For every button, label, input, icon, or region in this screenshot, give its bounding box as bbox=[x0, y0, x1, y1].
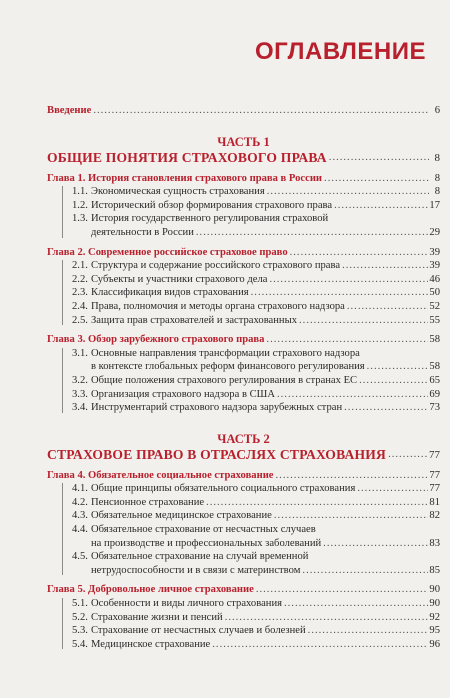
entry-page: 39 bbox=[429, 246, 440, 258]
leader-dots bbox=[334, 199, 428, 213]
leader-dots bbox=[256, 583, 429, 597]
section-text bbox=[72, 496, 204, 510]
toc-entry-chapter[interactable] bbox=[47, 172, 440, 186]
chapter-block bbox=[47, 333, 440, 415]
toc-entry-section[interactable] bbox=[47, 273, 440, 287]
toc-entry-section[interactable] bbox=[47, 374, 440, 388]
entry-page: 6 bbox=[434, 105, 440, 116]
part-title: СТРАХОВОЕ ПРАВО В ОТРАСЛЯХ СТРАХОВАНИЯ bbox=[47, 446, 387, 462]
entry-page: 73 bbox=[429, 402, 440, 414]
section-number: 5.3. bbox=[72, 625, 88, 637]
leader-dots bbox=[308, 624, 429, 638]
section-title: Исторический обзор формирования страхового права bbox=[91, 199, 333, 211]
leader-dots bbox=[344, 401, 428, 415]
entry-page: 39 bbox=[429, 260, 440, 272]
section-number: 3.3. bbox=[72, 388, 88, 400]
toc-entry-section[interactable] bbox=[47, 482, 440, 496]
section-text bbox=[72, 273, 267, 287]
entry-page: 17 bbox=[429, 199, 440, 211]
chapter-block bbox=[47, 246, 440, 328]
part-label: ЧАСТЬ 1 bbox=[217, 134, 270, 149]
entry-page: 58 bbox=[429, 361, 440, 373]
entry-page: 52 bbox=[429, 300, 440, 312]
leader-dots bbox=[284, 597, 428, 611]
leader-dots bbox=[299, 314, 428, 328]
section-title: Общие положения страхового регулирования в странах ЕС bbox=[91, 374, 358, 386]
section-text bbox=[72, 314, 297, 328]
section-rule bbox=[62, 483, 63, 575]
section-number: 4.5. bbox=[72, 551, 88, 563]
leader-dots bbox=[302, 564, 428, 578]
entry-page: 95 bbox=[429, 625, 440, 637]
section-number: 4.4. bbox=[72, 524, 88, 536]
section-list bbox=[47, 482, 440, 577]
section-text bbox=[72, 611, 223, 625]
leader-dots bbox=[274, 509, 429, 523]
section-title: Медицинское страхование bbox=[91, 638, 211, 650]
entry-page: 55 bbox=[429, 314, 440, 326]
section-continuation bbox=[72, 537, 440, 551]
entry-page: 77 bbox=[429, 483, 440, 495]
chapter-title: Глава 1. История становления страхового права в России bbox=[47, 172, 323, 184]
section-title: Страхование жизни и пенсий bbox=[91, 611, 223, 623]
section-text bbox=[72, 286, 249, 300]
entry-title: Введение bbox=[47, 105, 92, 116]
section-number: 5.2. bbox=[72, 611, 88, 623]
section-number: 1.1. bbox=[72, 186, 88, 198]
section-title: Организация страхового надзора в США bbox=[91, 388, 275, 400]
page-title: ОГЛАВЛЕНИЕ bbox=[254, 38, 426, 65]
section-text bbox=[72, 300, 345, 314]
entry-page: 85 bbox=[429, 564, 440, 576]
toc-entry-section[interactable] bbox=[47, 185, 440, 199]
entry-page: 65 bbox=[429, 374, 440, 386]
leader-dots bbox=[359, 374, 428, 388]
toc-entry-chapter[interactable] bbox=[47, 469, 440, 483]
section-number: 3.4. bbox=[72, 402, 88, 414]
entry-page: 8 bbox=[434, 151, 440, 164]
section-title-cont: в контексте глобальных реформ финансового регулирования bbox=[91, 361, 365, 373]
entry-page: 83 bbox=[429, 537, 440, 549]
section-title: Основные направления трансформации страхового надзора bbox=[91, 347, 360, 359]
leader-dots bbox=[277, 388, 428, 402]
section-continuation bbox=[72, 564, 440, 578]
table-of-contents bbox=[47, 104, 440, 651]
section-title: Структура и содержание российского страхового права bbox=[91, 260, 341, 272]
entry-page: 69 bbox=[429, 388, 440, 400]
section-continuation bbox=[72, 226, 440, 240]
leader-dots bbox=[266, 333, 428, 347]
toc-entry-section[interactable] bbox=[47, 300, 440, 314]
leader-dots bbox=[324, 172, 429, 186]
toc-entry-intro[interactable] bbox=[47, 104, 440, 118]
entry-page: 96 bbox=[429, 638, 440, 650]
section-text bbox=[72, 523, 440, 537]
chapter-title: Глава 2. Современное российское страховое право bbox=[47, 246, 288, 258]
entry-page: 8 bbox=[434, 172, 440, 184]
section-title-cont: деятельности в России bbox=[91, 226, 194, 238]
section-list bbox=[47, 185, 440, 239]
section-title: Особенности и виды личного страхования bbox=[91, 598, 282, 610]
section-title: Страхование от несчастных случаев и болезней bbox=[91, 625, 306, 637]
section-title-cont: на производстве и профессиональных заболеваний bbox=[91, 537, 322, 549]
section-title: Общие принципы обязательного социального страхования bbox=[91, 483, 356, 495]
section-text bbox=[72, 550, 440, 564]
section-number: 2.3. bbox=[72, 287, 88, 299]
toc-entry-part[interactable] bbox=[47, 447, 440, 463]
toc-entry-section[interactable] bbox=[47, 212, 440, 239]
section-number: 4.1. bbox=[72, 483, 88, 495]
section-title: Экономическая сущность страхования bbox=[91, 186, 265, 198]
section-number: 3.1. bbox=[72, 347, 88, 359]
part-title: ОБЩИЕ ПОНЯТИЯ СТРАХОВОГО ПРАВА bbox=[47, 149, 327, 165]
section-number: 1.3. bbox=[72, 213, 88, 225]
leader-dots bbox=[367, 360, 429, 374]
section-text bbox=[72, 388, 275, 402]
section-text bbox=[72, 185, 265, 199]
section-title: Обязательное страхование на случай временной bbox=[91, 551, 309, 563]
chapter-title: Глава 5. Добровольное личное страхование bbox=[47, 584, 254, 596]
toc-entry-section[interactable] bbox=[47, 199, 440, 213]
chapter-title: Глава 4. Обязательное социальное страхование bbox=[47, 469, 274, 481]
entry-page: 77 bbox=[429, 448, 440, 461]
leader-dots bbox=[290, 246, 429, 260]
toc-entry-section[interactable] bbox=[47, 611, 440, 625]
section-text bbox=[72, 259, 340, 273]
entry-page: 92 bbox=[429, 611, 440, 623]
section-text bbox=[72, 212, 440, 226]
section-title: Пенсионное страхование bbox=[91, 496, 205, 508]
section-rule bbox=[62, 186, 63, 237]
toc-entry-section[interactable] bbox=[47, 259, 440, 273]
leader-dots bbox=[225, 611, 429, 625]
toc-entry-section[interactable] bbox=[47, 523, 440, 550]
leader-dots bbox=[251, 286, 429, 300]
section-title-cont: нетрудоспособности и в связи с материнством bbox=[91, 564, 301, 576]
section-text bbox=[72, 199, 332, 213]
leader-dots bbox=[93, 104, 429, 118]
section-text bbox=[72, 482, 355, 496]
entry-page: 8 bbox=[434, 186, 440, 198]
toc-entry-section[interactable] bbox=[47, 597, 440, 611]
toc-entry-section[interactable] bbox=[47, 347, 440, 374]
section-title: Обязательное медицинское страхование bbox=[91, 510, 272, 522]
section-title: Защита прав страхователей и застрахованных bbox=[91, 314, 298, 326]
leader-dots bbox=[347, 300, 429, 314]
section-title: Инструментарий страхового надзора зарубежных стран bbox=[91, 402, 343, 414]
section-title: История государственного регулирования страховой bbox=[91, 213, 329, 225]
toc-entry-section[interactable] bbox=[47, 388, 440, 402]
entry-page: 82 bbox=[429, 510, 440, 522]
leader-dots bbox=[212, 638, 428, 652]
section-list bbox=[47, 259, 440, 327]
entry-page: 29 bbox=[429, 226, 440, 238]
leader-dots bbox=[196, 226, 429, 240]
section-title: Права, полномочия и методы органа страхового надзора bbox=[91, 300, 345, 312]
leader-dots bbox=[329, 150, 429, 166]
section-list bbox=[47, 597, 440, 651]
leader-dots bbox=[388, 447, 428, 463]
section-title: Классификация видов страхования bbox=[91, 287, 249, 299]
section-rule bbox=[62, 260, 63, 325]
section-number: 2.2. bbox=[72, 273, 88, 285]
toc-entry-section[interactable] bbox=[47, 624, 440, 638]
toc-entry-section[interactable] bbox=[47, 638, 440, 652]
section-number: 2.1. bbox=[72, 260, 88, 272]
section-rule bbox=[62, 598, 63, 649]
chapter-title: Глава 3. Обзор зарубежного страхового права bbox=[47, 334, 265, 346]
entry-page: 46 bbox=[429, 273, 440, 285]
section-title: Субъекты и участники страхового дела bbox=[91, 273, 268, 285]
toc-entry-section[interactable] bbox=[47, 314, 440, 328]
section-continuation bbox=[72, 360, 440, 374]
section-number: 5.1. bbox=[72, 598, 88, 610]
entry-page: 90 bbox=[429, 584, 440, 596]
section-number: 5.4. bbox=[72, 638, 88, 650]
toc-entry-chapter[interactable] bbox=[47, 246, 440, 260]
section-text bbox=[72, 638, 210, 652]
toc-entry-chapter[interactable] bbox=[47, 333, 440, 347]
entry-page: 50 bbox=[429, 287, 440, 299]
toc-entry-part[interactable] bbox=[47, 150, 440, 166]
chapter-block bbox=[47, 583, 440, 651]
section-number: 2.5. bbox=[72, 314, 88, 326]
section-number: 1.2. bbox=[72, 199, 88, 211]
leader-dots bbox=[206, 496, 428, 510]
toc-entry-chapter[interactable] bbox=[47, 583, 440, 597]
part-label: ЧАСТЬ 2 bbox=[217, 431, 270, 446]
leader-dots bbox=[269, 273, 428, 287]
leader-dots bbox=[357, 482, 428, 496]
section-text bbox=[72, 401, 342, 415]
entry-page: 81 bbox=[429, 496, 440, 508]
toc-entry-section[interactable] bbox=[47, 401, 440, 415]
section-rule bbox=[62, 348, 63, 413]
section-text bbox=[72, 509, 272, 523]
toc-entry-section[interactable] bbox=[47, 496, 440, 510]
section-text bbox=[72, 374, 357, 388]
section-text bbox=[72, 347, 440, 361]
section-number: 4.3. bbox=[72, 510, 88, 522]
section-number: 2.4. bbox=[72, 300, 88, 312]
toc-entry-section[interactable] bbox=[47, 550, 440, 577]
section-text bbox=[72, 624, 306, 638]
section-text bbox=[72, 597, 282, 611]
section-list bbox=[47, 347, 440, 415]
leader-dots bbox=[267, 185, 429, 199]
toc-entry-section[interactable] bbox=[47, 286, 440, 300]
entry-page: 58 bbox=[429, 334, 440, 346]
toc-entry-section[interactable] bbox=[47, 509, 440, 523]
entry-page: 90 bbox=[429, 598, 440, 610]
chapter-block bbox=[47, 172, 440, 240]
leader-dots bbox=[342, 259, 428, 273]
section-title: Обязательное страхование от несчастных случаев bbox=[91, 524, 316, 536]
chapter-block bbox=[47, 469, 440, 578]
leader-dots bbox=[276, 469, 429, 483]
leader-dots bbox=[323, 537, 428, 551]
entry-page: 77 bbox=[429, 469, 440, 481]
section-number: 3.2. bbox=[72, 374, 88, 386]
section-number: 4.2. bbox=[72, 496, 88, 508]
